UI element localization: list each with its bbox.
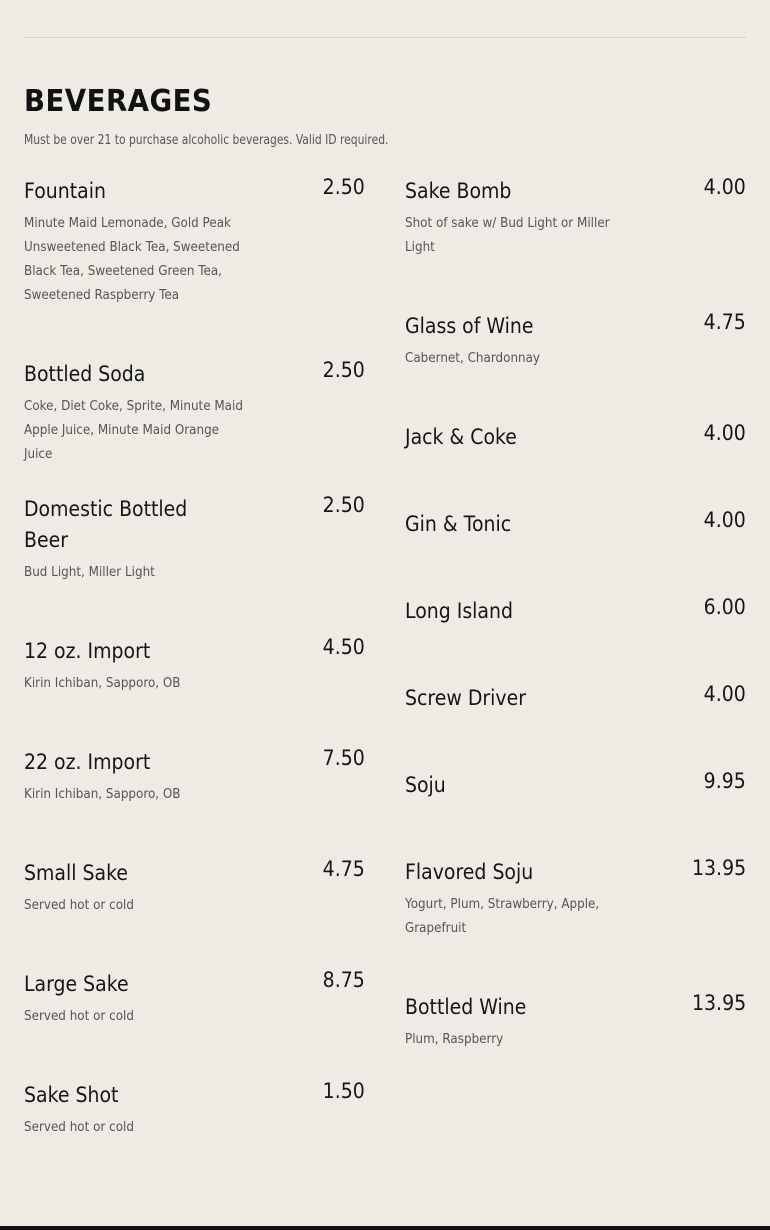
menu-item [405, 992, 746, 1052]
menu-item [405, 311, 746, 371]
item-name: Glass of Wine [405, 314, 534, 338]
item-name: Domestic Bottled Beer [24, 497, 188, 552]
top-divider [24, 37, 746, 38]
item-name: Screw Driver [405, 686, 527, 710]
item-name: Gin & Tonic [405, 512, 512, 536]
menu-item [24, 636, 365, 696]
item-price: 4.00 [703, 682, 746, 706]
item-price: 2.50 [322, 493, 365, 517]
menu-item [405, 422, 746, 453]
item-name: Soju [405, 773, 446, 797]
item-price: 2.50 [322, 175, 365, 199]
item-description: Served hot or cold [24, 1120, 134, 1135]
item-description: Cabernet, Chardonnay [405, 351, 541, 366]
item-description: Coke, Diet Coke, Sprite, Minute Maid Apple Juice, Minute Maid Orange Juice [24, 399, 243, 462]
item-description: Yogurt, Plum, Strawberry, Apple, Grapefruit [405, 897, 600, 936]
section-title: BEVERAGES [24, 84, 213, 119]
item-description: Bud Light, Miller Light [24, 565, 155, 580]
item-price: 8.75 [322, 968, 365, 992]
menu-item [24, 176, 365, 308]
item-name: Jack & Coke [405, 425, 517, 449]
item-name: Bottled Wine [405, 995, 527, 1019]
menu-item [405, 596, 746, 627]
item-price: 9.95 [703, 769, 746, 793]
item-name: Flavored Soju [405, 860, 534, 884]
menu-item [24, 1080, 365, 1140]
item-description: Served hot or cold [24, 1009, 134, 1024]
item-price: 2.50 [322, 358, 365, 382]
item-description: Kirin Ichiban, Sapporo, OB [24, 787, 181, 802]
item-price: 4.00 [703, 508, 746, 532]
bottom-bar [0, 1226, 770, 1230]
item-description: Plum, Raspberry [405, 1032, 504, 1047]
item-price: 6.00 [703, 595, 746, 619]
menu-item [405, 770, 746, 801]
section-note: Must be over 21 to purchase alcoholic beverages. Valid ID required. [24, 133, 389, 148]
item-name: Small Sake [24, 861, 128, 885]
menu-item [24, 494, 365, 585]
item-price: 4.00 [703, 421, 746, 445]
menu-item [24, 969, 365, 1029]
menu-item [405, 857, 746, 941]
menu-item [24, 747, 365, 807]
menu-item [405, 509, 746, 540]
item-price: 13.95 [691, 991, 746, 1015]
item-name: Bottled Soda [24, 362, 146, 386]
item-description: Kirin Ichiban, Sapporo, OB [24, 676, 181, 691]
menu-item [405, 683, 746, 714]
item-price: 13.95 [691, 856, 746, 880]
item-price: 4.00 [703, 175, 746, 199]
item-price: 1.50 [322, 1079, 365, 1103]
item-name: Large Sake [24, 972, 129, 996]
item-price: 4.75 [703, 310, 746, 334]
item-price: 4.75 [322, 857, 365, 881]
item-description: Shot of sake w/ Bud Light or Miller Light [405, 216, 610, 255]
item-name: Sake Bomb [405, 179, 512, 203]
item-name: Sake Shot [24, 1083, 119, 1107]
item-name: Fountain [24, 179, 106, 203]
item-description: Served hot or cold [24, 898, 134, 913]
menu-item [24, 858, 365, 918]
item-price: 4.50 [322, 635, 365, 659]
item-description: Minute Maid Lemonade, Gold Peak Unsweetened Black Tea, Sweetened Black Tea, Sweetened Green Tea, Sweetened Raspberry Tea [24, 216, 240, 303]
item-name: Long Island [405, 599, 513, 623]
item-name: 12 oz. Import [24, 639, 151, 663]
menu-item [24, 359, 365, 467]
item-name: 22 oz. Import [24, 750, 151, 774]
item-price: 7.50 [322, 746, 365, 770]
menu-item [405, 176, 746, 260]
